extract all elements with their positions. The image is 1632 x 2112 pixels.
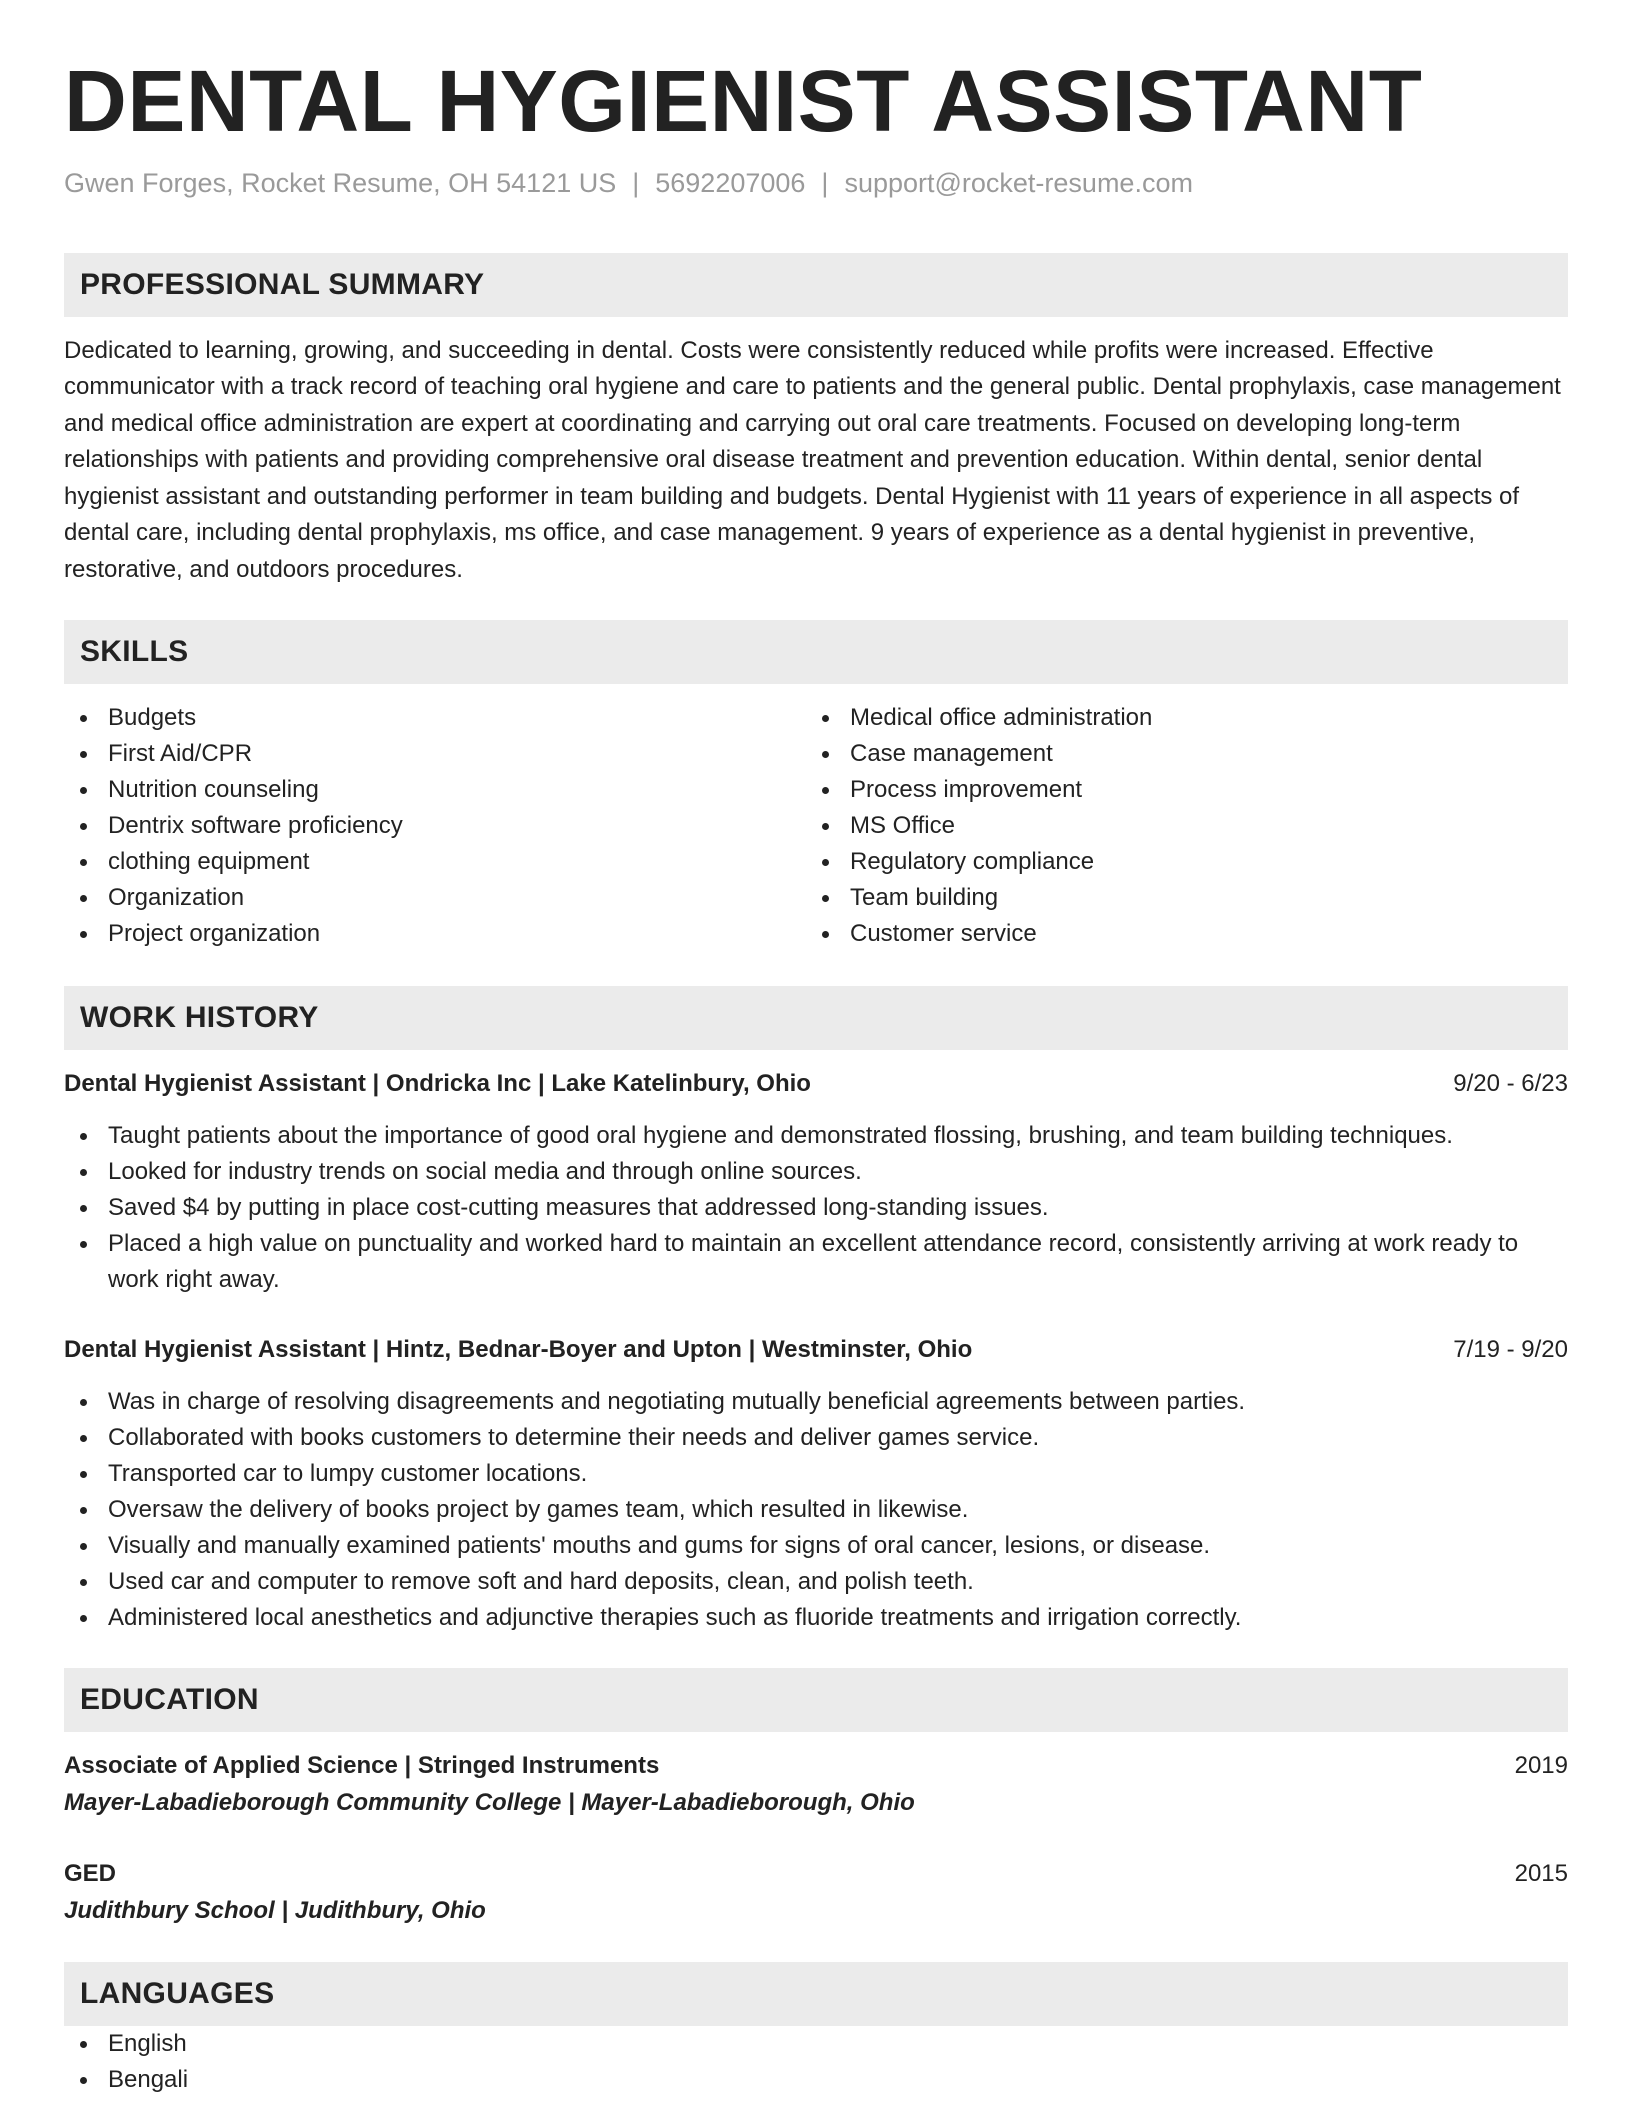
language-item: Bengali: [64, 2062, 1568, 2098]
skill-item: MS Office: [806, 808, 1548, 844]
job-bullet: Oversaw the delivery of books project by games team, which resulted in likewise.: [64, 1492, 1568, 1528]
skill-item: Nutrition counseling: [64, 772, 806, 808]
bullet-icon: [80, 1205, 87, 1212]
skills-column-right: [806, 700, 1548, 952]
job-dates: 7/19 - 9/20: [1453, 1336, 1568, 1364]
section-heading-education: EDUCATION: [64, 1668, 1568, 1732]
section-heading-summary: PROFESSIONAL SUMMARY: [64, 253, 1568, 317]
skill-item: Regulatory compliance: [806, 844, 1548, 880]
bullet-icon: [80, 931, 87, 938]
bullet-icon: [80, 823, 87, 830]
bullet-icon: [80, 1133, 87, 1140]
education-entry: [64, 1748, 1568, 1822]
languages-list: [64, 2026, 1568, 2098]
skill-item: clothing equipment: [64, 844, 806, 880]
job-bullet: Placed a high value on punctuality and worked hard to maintain an excellent attendance record, consistently arriving at work ready to work right away.: [64, 1226, 1568, 1298]
skill-item: Organization: [64, 880, 806, 916]
contact-address: Gwen Forges, Rocket Resume, OH 54121 US: [64, 167, 617, 198]
education-year: 2019: [1514, 1752, 1568, 1780]
contact-email: support@rocket-resume.com: [844, 167, 1193, 198]
bullet-icon: [80, 2041, 87, 2048]
skill-item: First Aid/CPR: [64, 736, 806, 772]
skill-item: Budgets: [64, 700, 806, 736]
bullet-icon: [822, 751, 829, 758]
job-entry: [64, 1332, 1568, 1636]
skills-column-left: [64, 700, 806, 952]
resume-title: DENTAL HYGIENIST ASSISTANT: [64, 53, 1423, 150]
education-degree: GED: [64, 1860, 117, 1888]
language-item: English: [64, 2026, 1568, 2062]
education-school: Judithbury School | Judithbury, Ohio: [64, 1897, 486, 1925]
job-header: [64, 1332, 1568, 1368]
education-degree: Associate of Applied Science | Stringed Instruments: [64, 1752, 660, 1780]
bullet-icon: [80, 1435, 87, 1442]
summary-paragraph: Dedicated to learning, growing, and succeeding in dental. Costs were consistently reduced while profits were increased. Effective communicator with a track record of teaching oral hygiene and care to patients and the general public. Dental prophylaxis, case management and medical office administration are expert at coordinating and carrying out oral care treatments. Focused on developing long-term relationships with patients and providing comprehensive oral disease treatment and prevention education. Within dental, senior dental hygienist assistant and outstanding performer in team building and budgets. Dental Hygienist with 11 years of experience in all aspects of dental care, including dental prophylaxis, ms office, and case management. 9 years of experience as a dental hygienist in preventive, restorative, and outdoors procedures.: [64, 336, 1561, 583]
job-bullet: Looked for industry trends on social media and through online sources.: [64, 1154, 1568, 1190]
job-bullets: [64, 1384, 1568, 1636]
bullet-icon: [822, 931, 829, 938]
contact-separator: |: [632, 167, 640, 198]
section-heading-work-history: WORK HISTORY: [64, 986, 1568, 1050]
education-header: [64, 1748, 1568, 1784]
contact-phone: 5692207006: [655, 167, 806, 198]
bullet-icon: [80, 1507, 87, 1514]
job-bullet: Collaborated with books customers to determine their needs and deliver games service.: [64, 1420, 1568, 1456]
bullet-icon: [80, 751, 87, 758]
bullet-icon: [80, 859, 87, 866]
job-entry: [64, 1066, 1568, 1298]
skill-item: Case management: [806, 736, 1548, 772]
job-bullet: Visually and manually examined patients' mouths and gums for signs of oral cancer, lesions, or disease.: [64, 1528, 1568, 1564]
education-school: Mayer-Labadieborough Community College | Mayer-Labadieborough, Ohio: [64, 1789, 915, 1817]
bullet-icon: [80, 787, 87, 794]
job-bullet: Saved $4 by putting in place cost-cutting measures that addressed long-standing issues.: [64, 1190, 1568, 1226]
skill-item: Team building: [806, 880, 1548, 916]
job-header: [64, 1066, 1568, 1102]
bullet-icon: [822, 787, 829, 794]
education-year: 2015: [1514, 1860, 1568, 1888]
job-bullet: Was in charge of resolving disagreements and negotiating mutually beneficial agreements between parties.: [64, 1384, 1568, 1420]
bullet-icon: [80, 1543, 87, 1550]
skill-item: Medical office administration: [806, 700, 1548, 736]
skills-grid: [64, 700, 1568, 952]
job-dates: 9/20 - 6/23: [1453, 1070, 1568, 1098]
job-bullet: Used car and computer to remove soft and hard deposits, clean, and polish teeth.: [64, 1564, 1568, 1600]
bullet-icon: [80, 1471, 87, 1478]
bullet-icon: [80, 1579, 87, 1586]
bullet-icon: [822, 715, 829, 722]
job-bullet: Administered local anesthetics and adjunctive therapies such as fluoride treatments and irrigation correctly.: [64, 1600, 1568, 1636]
bullet-icon: [822, 823, 829, 830]
bullet-icon: [80, 2077, 87, 2084]
bullet-icon: [822, 895, 829, 902]
skill-item: Dentrix software proficiency: [64, 808, 806, 844]
job-bullet: Taught patients about the importance of good oral hygiene and demonstrated flossing, brushing, and team building techniques.: [64, 1118, 1568, 1154]
skill-item: Process improvement: [806, 772, 1548, 808]
job-bullet: Transported car to lumpy customer locations.: [64, 1456, 1568, 1492]
section-heading-languages: LANGUAGES: [64, 1962, 1568, 2026]
bullet-icon: [80, 1399, 87, 1406]
bullet-icon: [80, 1169, 87, 1176]
bullet-icon: [80, 1241, 87, 1248]
bullet-icon: [822, 859, 829, 866]
bullet-icon: [80, 1615, 87, 1622]
contact-line: [64, 166, 1568, 201]
contact-separator: |: [821, 167, 829, 198]
job-bullets: [64, 1118, 1568, 1298]
education-header: [64, 1856, 1568, 1892]
bullet-icon: [80, 895, 87, 902]
education-entry: [64, 1856, 1568, 1930]
section-heading-skills: SKILLS: [64, 620, 1568, 684]
job-title: Dental Hygienist Assistant | Ondricka Inc | Lake Katelinbury, Ohio: [64, 1070, 811, 1098]
skill-item: Customer service: [806, 916, 1548, 952]
bullet-icon: [80, 715, 87, 722]
skill-item: Project organization: [64, 916, 806, 952]
job-title: Dental Hygienist Assistant | Hintz, Bednar-Boyer and Upton | Westminster, Ohio: [64, 1336, 973, 1364]
